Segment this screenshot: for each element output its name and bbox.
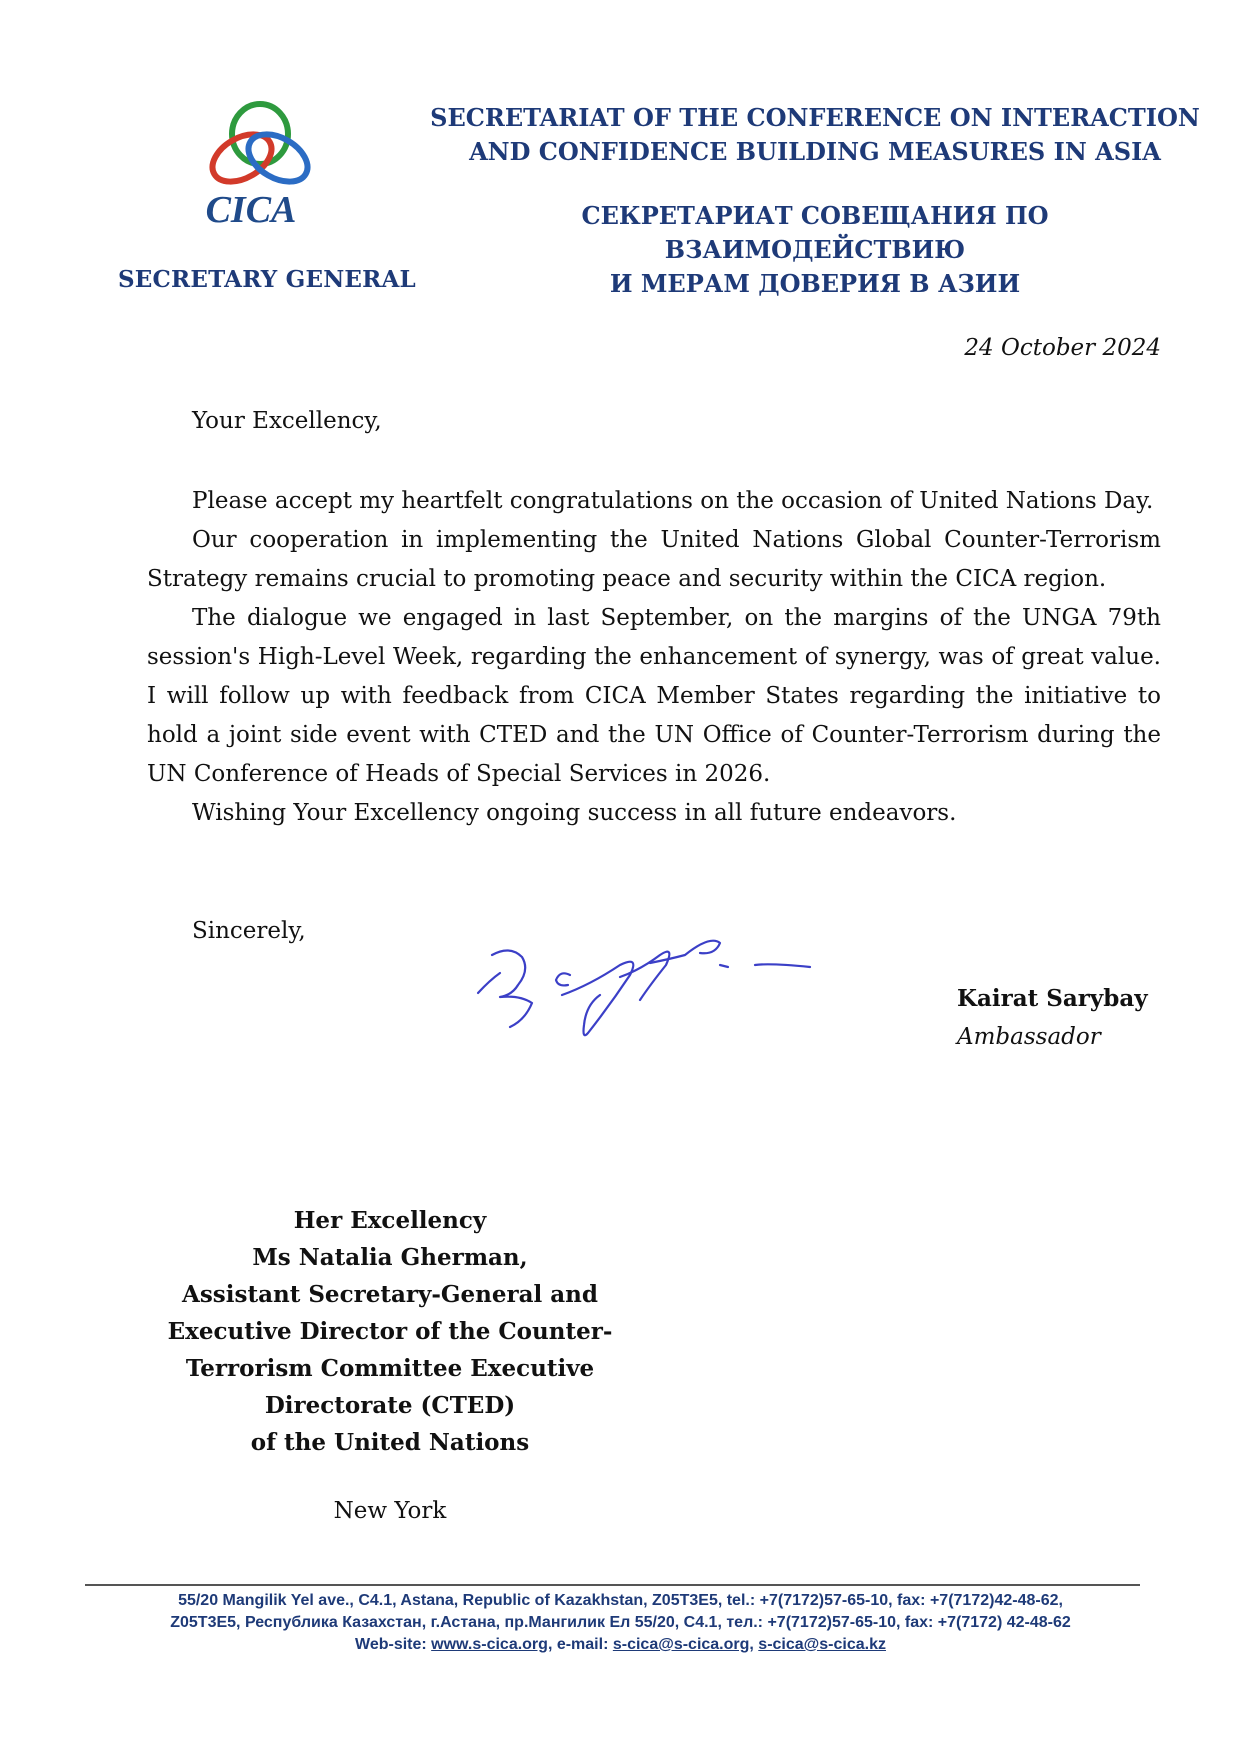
addressee-line-5: Terrorism Committee Executive (185, 1355, 595, 1382)
signer-name: Kairat Sarybay (957, 985, 1148, 1012)
email-link-1[interactable]: s-cica@s-cica.org (612, 1636, 750, 1653)
logo-text: CICA (205, 189, 297, 231)
addressee-block (150, 1202, 630, 1461)
closing: Sincerely, (192, 918, 306, 944)
footer-address-en: 55/20 Mangilik Yel ave., C4.1, Astana, Republic of Kazakhstan, Z05T3E5, tel.: +7(7172)57-65-10, fax: +7(7172)42-48-62, (178, 1592, 1063, 1609)
email-link-2[interactable]: s-cica@s-cica.kz (758, 1636, 886, 1653)
footer-address-ru: Z05T3E5, Республика Казахстан, г.Астана, пр.Мангилик Ел 55/20, С4.1, тел.: +7(7172)57-65-10, fax: +7(7172) 42-48-62 (170, 1614, 1071, 1631)
email-label: , e-mail: (547, 1636, 613, 1653)
paragraph-1: Please accept my heartfelt congratulations on the occasion of United Nations Day. (192, 488, 1154, 514)
addressee-line-4: Executive Director of the Counter- (167, 1318, 613, 1345)
email-separator: , (749, 1636, 759, 1653)
letter-body (147, 482, 1161, 833)
paragraph-2: Our cooperation in implementing the United Nations Global Counter-Terrorism Strategy remains crucial to promoting peace and security within the CICA region. (147, 527, 1161, 592)
addressee-city: New York (333, 1498, 447, 1524)
addressee-line-3: Assistant Secretary-General and (182, 1281, 598, 1308)
secretary-general-label: SECRETARY GENERAL (118, 266, 416, 293)
header-en-line-1: SECRETARIAT OF THE CONFERENCE ON INTERACTION (430, 103, 1200, 132)
addressee-line-6: Directorate (CTED) (264, 1392, 516, 1419)
footer-divider (85, 1584, 1140, 1586)
header-ru-line-2: И МЕРАМ ДОВЕРИЯ В АЗИИ (609, 269, 1021, 298)
signer-title: Ambassador (957, 1024, 1101, 1050)
paragraph-3: The dialogue we engaged in last September, on the margins of the UNGA 79th session's High-Level Week, regarding the enhancement of synergy, was of great value. I will follow up with feedback from CICA Member States regarding the initiative to hold a joint side event with CTED and the UN Office of Counter-Terrorism during the UN Conference of Heads of Special Services in 2026. (147, 605, 1161, 787)
website-label: Web-site: (355, 1636, 432, 1653)
header-en-line-2: AND CONFIDENCE BUILDING MEASURES IN ASIA (469, 137, 1161, 166)
header-ru-line-1: СЕКРЕТАРИАТ СОВЕЩАНИЯ ПО ВЗАИМОДЕЙСТВИЮ (581, 201, 1049, 264)
header-russian (430, 199, 1200, 301)
addressee-line-2: Ms Natalia Gherman, (252, 1244, 528, 1271)
paragraph-4: Wishing Your Excellency ongoing success in all future endeavors. (192, 800, 957, 826)
website-link[interactable]: www.s-cica.org (431, 1636, 548, 1653)
handwritten-signature (470, 925, 870, 1045)
header-english (430, 101, 1200, 169)
letter-date: 24 October 2024 (964, 335, 1161, 361)
addressee-line-1: Her Excellency (293, 1207, 487, 1234)
footer (60, 1590, 1181, 1656)
footer-contacts (60, 1634, 1181, 1656)
addressee-line-7: of the United Nations (250, 1429, 530, 1456)
salutation: Your Excellency, (192, 408, 382, 434)
